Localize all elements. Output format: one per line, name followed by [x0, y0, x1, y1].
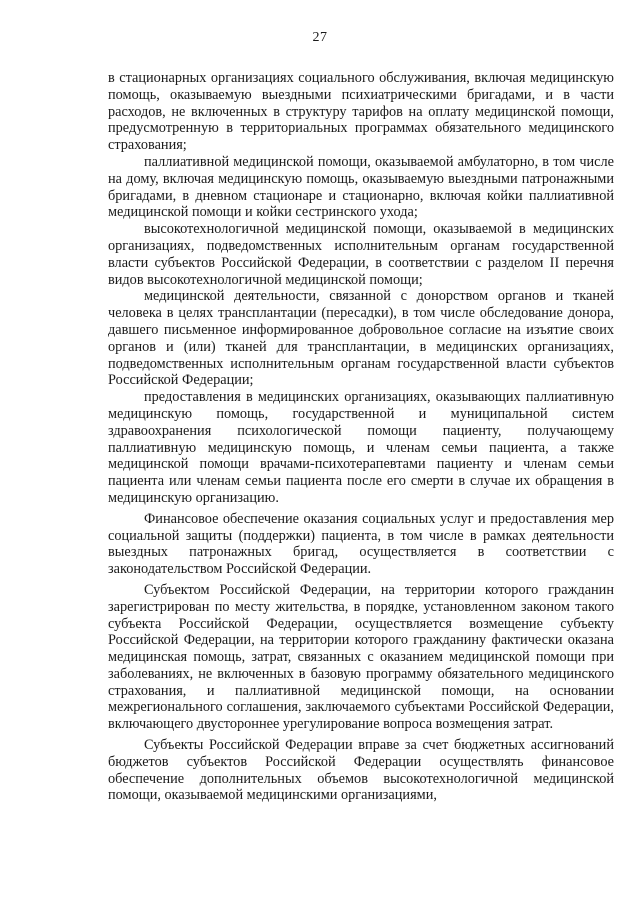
page-number: 27 — [312, 30, 328, 45]
paragraph-organ-donation: медицинской деятельности, связанной с донорством органов и тканей человека в целях трансплантации (пересадки), в том числе обследование донора, давшего письменное информированное добровольное согласие на изъятие своих органов и (или) тканей для трансплантации, в медицинских организациях, подведомственных исполнительным органам государственной власти субъектов Российской Федерации; — [108, 288, 614, 389]
paragraph-social-services-financing: Финансовое обеспечение оказания социальных услуг и предоставления мер социальной защиты (поддержки) пациента, в том числе в рамках деятельности выездных патронажных бригад, осуществляется в соответствии с законодательством Российской Федерации. — [108, 510, 614, 578]
paragraph-high-tech-care: высокотехнологичной медицинской помощи, оказываемой в медицинских организациях, подведомственных исполнительным органам государственной власти субъектов Российской Федерации, в соответствии с разделом II перечня видов высокотехнологичной медицинской помощи; — [108, 221, 614, 288]
paragraph-psychological-help: предоставления в медицинских организациях, оказывающих паллиативную медицинскую помощь, государственной и муниципальной систем здравоохранения психологической помощи пациенту, получающему паллиативную медицинскую помощь, и членам семьи пациента, а также медицинской помощи врачами-психотерапевтами пациенту и членам семьи пациента или членам семьи пациента после его смерти в случае их обращения в медицинскую организацию. — [108, 389, 614, 506]
paragraph-palliative-care: паллиативной медицинской помощи, оказываемой амбулаторно, в том числе на дому, включая медицинскую помощь, оказываемую выездными патронажными бригадами, в дневном стационаре и стационарно, включая койки паллиативной медицинской помощи и койки сестринского ухода; — [108, 153, 614, 221]
paragraph-continuation: в стационарных организациях социального обслуживания, включая медицинскую помощь, оказываемую выездными психиатрическими бригадами, и в части расходов, не включенных в структуру тарифов на оплату медицинской помощи, предусмотренную в территориальных программах обязательного медицинского страхования; — [108, 70, 614, 154]
document-body — [108, 70, 614, 804]
paragraph-cost-reimbursement: Субъектом Российской Федерации, на территории которого гражданин зарегистрирован по месту жительства, в порядке, установленном законом такого субъекта Российской Федерации, осуществляется возмещение субъекту Российской Федерации, на территории которого гражданину фактически оказана медицинская помощь, затрат, связанных с оказанием медицинской помощи при заболеваниях, не включенных в базовую программу обязательного медицинского страхования, и паллиативной медицинской помощи, на основании межрегионального соглашения, заключаемого субъектами Российской Федерации, включающего двустороннее урегулирование вопроса возмещения затрат. — [108, 581, 614, 733]
paragraph-additional-volumes: Субъекты Российской Федерации вправе за счет бюджетных ассигнований бюджетов субъектов Российской Федерации осуществлять финансовое обеспечение дополнительных объемов высокотехнологичной медицинской помощи, оказываемой медицинскими организациями, — [108, 737, 614, 804]
